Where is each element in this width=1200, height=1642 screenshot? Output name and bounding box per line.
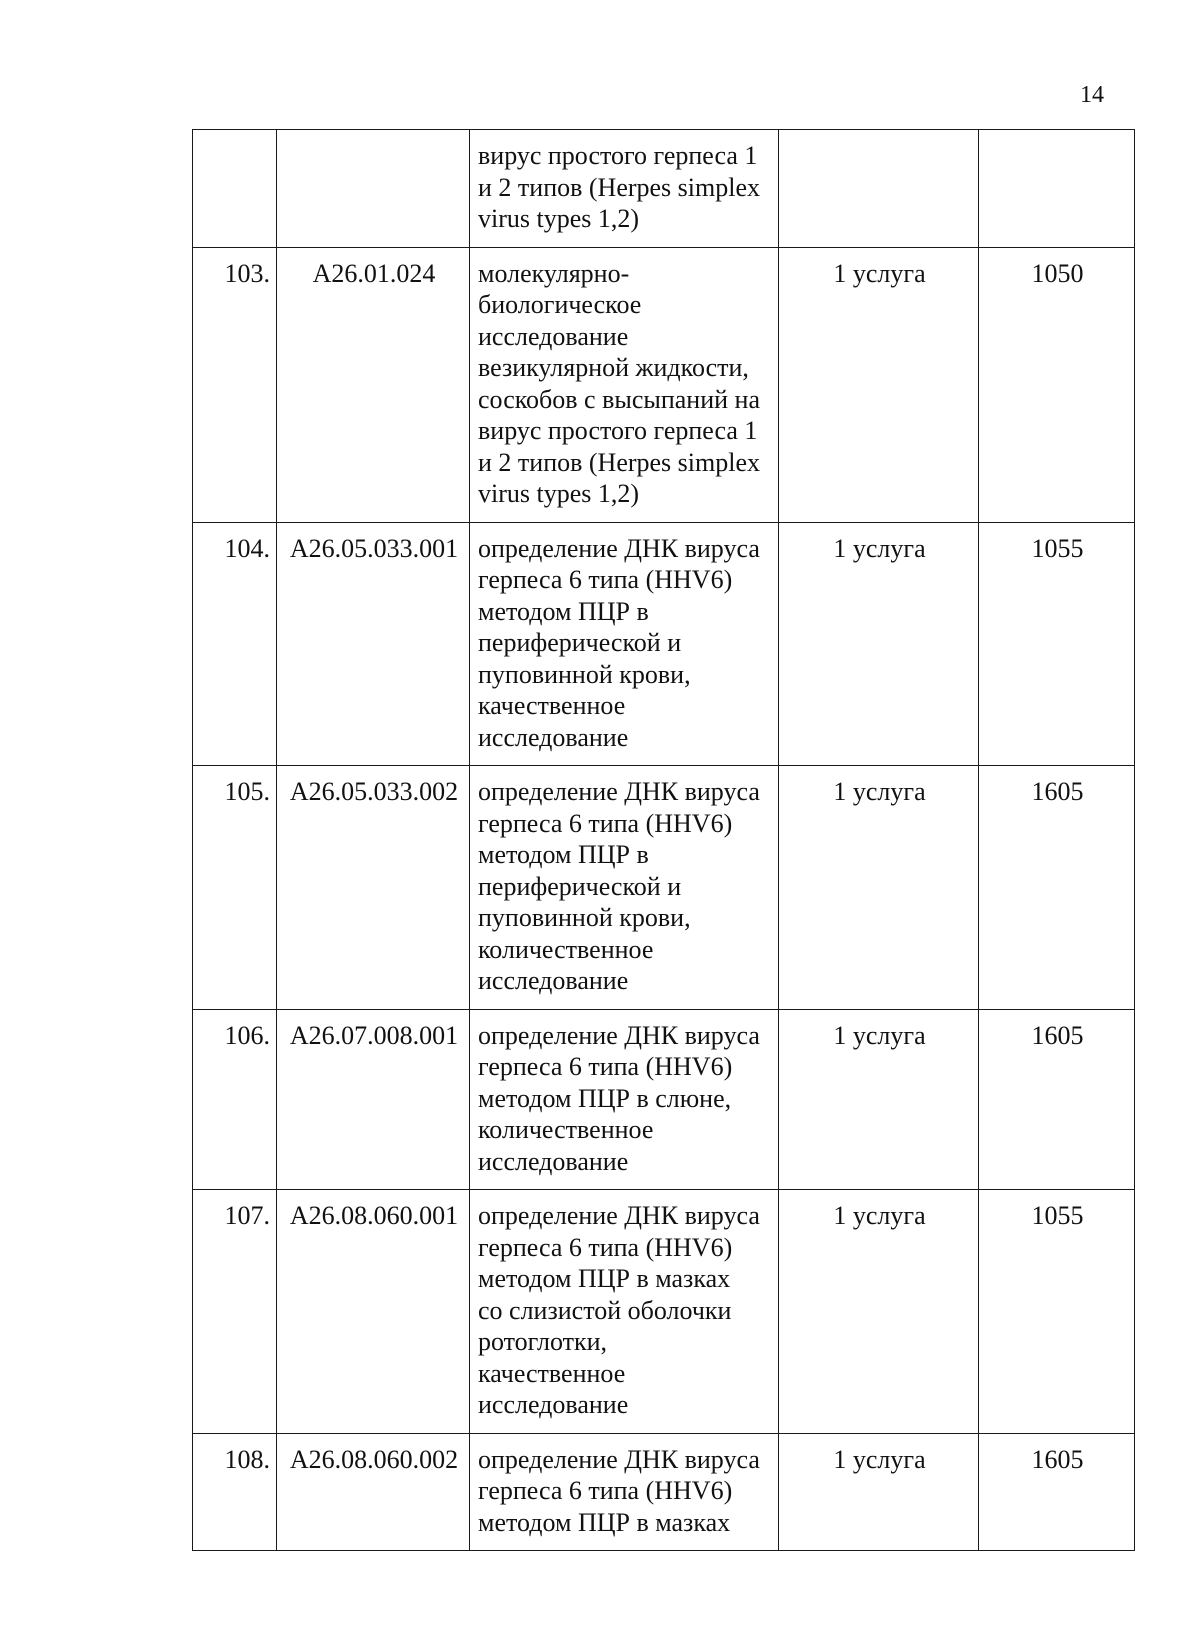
service-name-line: герпеса 6 типа (HHV6) (478, 808, 733, 838)
service-name-line: качественное (478, 1358, 626, 1388)
service-name-line: исследование (478, 1390, 629, 1419)
table-row (193, 1190, 1135, 1434)
service-name-line: определение ДНК вируса (478, 1020, 760, 1050)
service-code: A26.07.008.001 (277, 1009, 470, 1190)
table-row (193, 130, 1135, 248)
table-row (193, 247, 1135, 522)
service-name-line: ротоглотки, (478, 1327, 608, 1356)
table-row (193, 1009, 1135, 1190)
service-price: 1605 (979, 1009, 1135, 1190)
service-name-line: определение ДНК вируса (478, 777, 760, 806)
service-code: A26.08.060.002 (277, 1433, 470, 1551)
service-name-line: определение ДНК вируса (478, 533, 760, 563)
row-number: 104. (193, 522, 277, 766)
service-name-line: периферической и (478, 871, 682, 901)
service-name-line: соскобов с высыпаний на (478, 384, 760, 414)
service-unit: 1 услуга (779, 522, 979, 766)
table-row (193, 766, 1135, 1010)
service-unit: 1 услуга (779, 1433, 979, 1551)
service-name-line: virus types 1,2) (478, 479, 640, 508)
services-price-table (192, 129, 1135, 1551)
service-name-line: пуповинной крови, (478, 903, 691, 932)
page-number: 14 (1080, 82, 1104, 108)
service-name-line: методом ПЦР в мазках (478, 1507, 731, 1537)
service-name-line: и 2 типов (Herpes simplex (478, 447, 761, 477)
service-name-line: герпеса 6 типа (HHV6) (478, 1476, 733, 1505)
service-name-line: определение ДНК вируса (478, 1201, 760, 1230)
service-price (979, 130, 1135, 248)
service-name-line: пуповинной крови, (478, 659, 691, 689)
service-name (470, 130, 779, 248)
service-code: A26.01.024 (277, 247, 470, 522)
service-name-line: вирус простого герпеса 1 (478, 416, 758, 445)
service-price: 1055 (979, 1190, 1135, 1434)
service-name-line: периферической и (478, 628, 682, 657)
service-name (470, 1433, 779, 1551)
service-price: 1605 (979, 766, 1135, 1010)
service-name-line: методом ПЦР в (478, 840, 649, 869)
service-unit: 1 услуга (779, 247, 979, 522)
service-unit: 1 услуга (779, 1190, 979, 1434)
service-name-line: везикулярной жидкости, (478, 353, 749, 382)
service-price: 1050 (979, 247, 1135, 522)
service-name-line: методом ПЦР в (478, 596, 649, 626)
service-name (470, 1009, 779, 1190)
service-name-line: методом ПЦР в слюне, (478, 1083, 732, 1113)
service-name (470, 766, 779, 1010)
service-name-line: герпеса 6 типа (HHV6) (478, 1232, 733, 1262)
row-number (193, 130, 277, 248)
service-code (277, 130, 470, 248)
service-name-line: со слизистой оболочки (478, 1295, 732, 1325)
service-name-line: герпеса 6 типа (HHV6) (478, 565, 733, 594)
service-name-line: и 2 типов (Herpes simplex (478, 172, 761, 202)
service-unit: 1 услуга (779, 1009, 979, 1190)
service-price: 1605 (979, 1433, 1135, 1551)
table-row (193, 522, 1135, 766)
service-unit: 1 услуга (779, 766, 979, 1010)
service-code: A26.08.060.001 (277, 1190, 470, 1434)
service-price: 1055 (979, 522, 1135, 766)
service-name-line: количественное (478, 1115, 654, 1144)
row-number: 106. (193, 1009, 277, 1190)
service-name-line: количественное (478, 934, 654, 964)
row-number: 103. (193, 247, 277, 522)
table-row (193, 1433, 1135, 1551)
service-name-line: определение ДНК вируса (478, 1444, 760, 1474)
service-name-line: молекулярно- (478, 258, 630, 288)
service-code: A26.05.033.001 (277, 522, 470, 766)
service-name-line: биологическое (478, 290, 642, 319)
service-name (470, 247, 779, 522)
service-unit (779, 130, 979, 248)
row-number: 108. (193, 1433, 277, 1551)
service-name-line: исследование (478, 966, 629, 995)
service-name-line: исследование (478, 1146, 629, 1176)
service-name-line: качественное (478, 691, 626, 720)
row-number: 107. (193, 1190, 277, 1434)
service-code: A26.05.033.002 (277, 766, 470, 1010)
service-name-line: герпеса 6 типа (HHV6) (478, 1052, 733, 1081)
service-name-line: методом ПЦР в мазках (478, 1264, 731, 1293)
service-name-line: исследование (478, 321, 629, 351)
service-name-line: исследование (478, 722, 629, 752)
service-name (470, 1190, 779, 1434)
table-body (193, 130, 1135, 1551)
service-name (470, 522, 779, 766)
service-name-line: вирус простого герпеса 1 (478, 141, 758, 170)
service-name-line: virus types 1,2) (478, 204, 640, 233)
row-number: 105. (193, 766, 277, 1010)
